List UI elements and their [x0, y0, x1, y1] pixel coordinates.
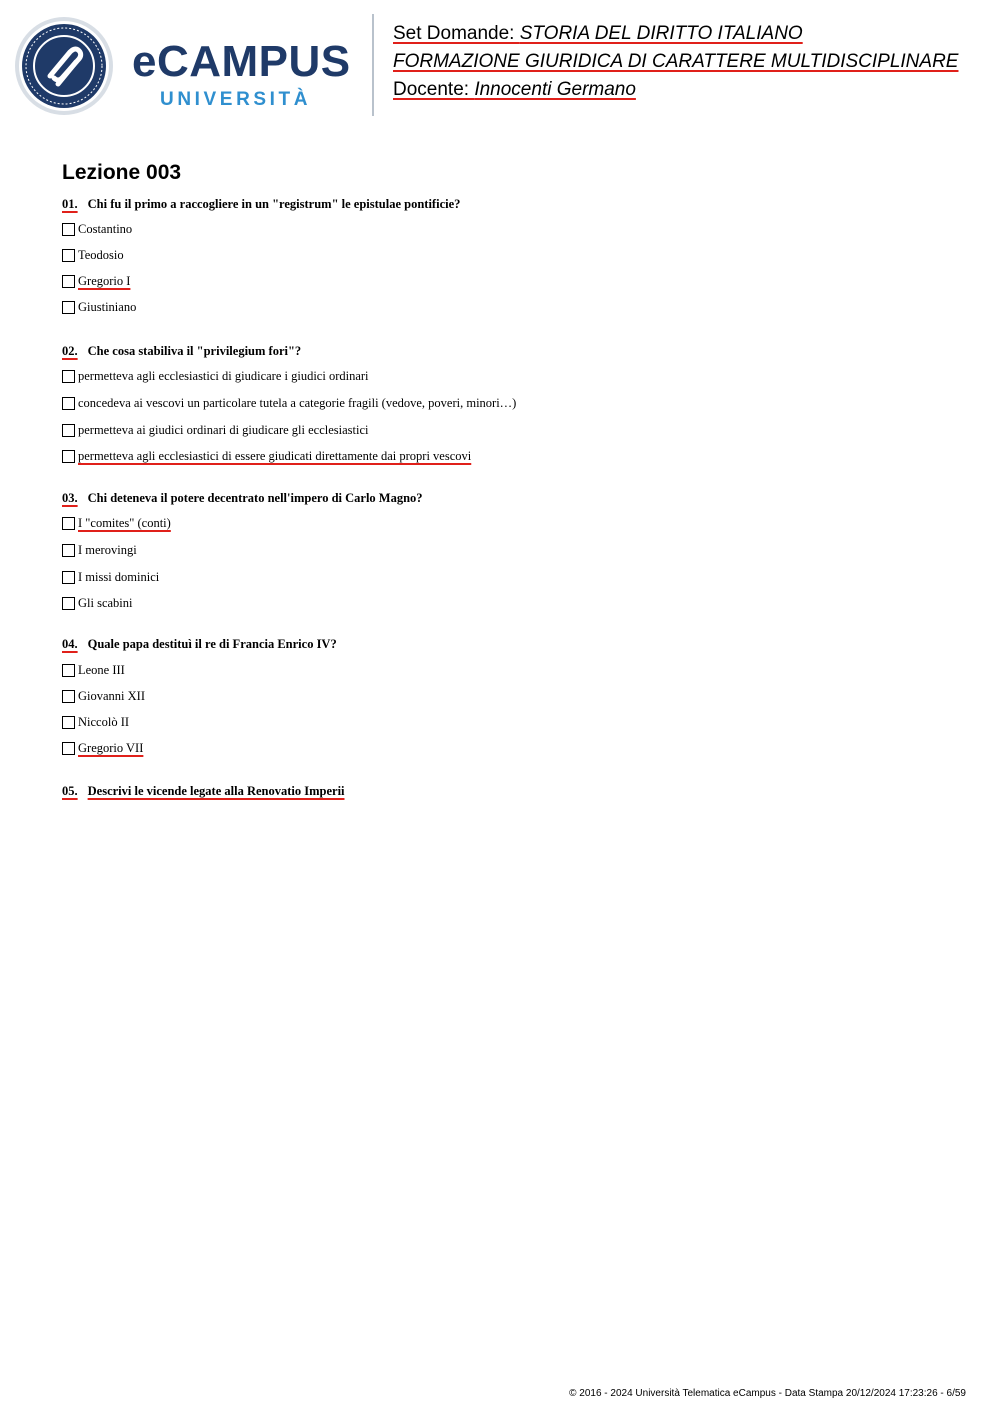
option-label: Costantino: [78, 222, 133, 237]
checkbox[interactable]: [62, 275, 75, 288]
page-footer: © 2016 - 2024 Università Telematica eCampus - Data Stampa 20/12/2024 17:23:26 - 6/59: [569, 1388, 966, 1399]
answer-option[interactable]: [62, 370, 369, 383]
logo-sub-text: UNIVERSITÀ: [160, 89, 312, 110]
option-label: permetteva agli ecclesiastici di giudicare i giudici ordinari: [78, 369, 369, 384]
answer-option[interactable]: [62, 397, 516, 410]
set-label: Set Domande:: [393, 23, 520, 44]
answer-option[interactable]: [62, 664, 125, 677]
answer-option[interactable]: [62, 301, 136, 314]
question-text: Quale papa destituì il re di Francia Enrico IV?: [87, 637, 337, 651]
option-label: Gregorio VII: [78, 741, 144, 756]
lesson-title: Lezione 003: [62, 161, 182, 184]
checkbox[interactable]: [62, 664, 75, 677]
answer-option[interactable]: [62, 742, 143, 755]
answer-option[interactable]: [62, 597, 133, 610]
logo-brand-text: eCAMPUS: [132, 37, 351, 86]
answer-option[interactable]: [62, 716, 129, 729]
option-label: permetteva agli ecclesiastici di essere giudicati direttamente dai propri vescovi: [78, 449, 472, 464]
answer-option[interactable]: [62, 544, 137, 557]
checkbox[interactable]: [62, 223, 75, 236]
option-label: Teodosio: [78, 248, 124, 263]
option-label: permetteva ai giudici ordinari di giudicare gli ecclesiastici: [78, 423, 369, 438]
question-05: [62, 785, 345, 798]
checkbox[interactable]: [62, 397, 75, 410]
question-text: Descrivi le vicende legate alla Renovatio Imperii: [87, 784, 345, 798]
option-label: Niccolò II: [78, 715, 130, 730]
option-label: Leone III: [78, 663, 125, 678]
checkbox[interactable]: [62, 301, 75, 314]
option-label: I missi dominici: [78, 570, 160, 585]
answer-option[interactable]: [62, 571, 159, 584]
checkbox[interactable]: [62, 571, 75, 584]
teacher-label: Docente:: [393, 79, 475, 100]
course-subtitle: FORMAZIONE GIURIDICA DI CARATTERE MULTIDISCIPLINARE: [393, 51, 959, 72]
checkbox[interactable]: [62, 517, 75, 530]
question-number: 02.: [62, 344, 78, 358]
question-number: 01.: [62, 197, 78, 211]
answer-option[interactable]: [62, 690, 145, 703]
checkbox[interactable]: [62, 544, 75, 557]
option-label: Giovanni XII: [78, 689, 145, 704]
question-number: 03.: [62, 491, 78, 505]
checkbox[interactable]: [62, 450, 75, 463]
checkbox[interactable]: [62, 716, 75, 729]
option-label: Gli scabini: [78, 596, 133, 611]
question-number: 04.: [62, 637, 78, 651]
option-label: I merovingi: [78, 543, 137, 558]
answer-option[interactable]: [62, 249, 124, 262]
checkbox[interactable]: [62, 742, 75, 755]
option-label: I "comites" (conti): [78, 516, 171, 531]
checkbox[interactable]: [62, 249, 75, 262]
answer-option[interactable]: [62, 450, 471, 463]
answer-option[interactable]: [62, 275, 130, 288]
set-line: [393, 24, 803, 43]
question-02: [62, 345, 301, 358]
question-text: Chi fu il primo a raccogliere in un "registrum" le epistulae pontificie?: [87, 197, 461, 211]
option-label: Giustiniano: [78, 300, 137, 315]
question-04: [62, 638, 337, 651]
teacher-value: Innocenti Germano: [474, 79, 636, 100]
question-03: [62, 492, 423, 505]
subtitle-line: [393, 52, 958, 71]
question-number: 05.: [62, 784, 78, 798]
answer-option[interactable]: [62, 517, 171, 530]
checkbox[interactable]: [62, 690, 75, 703]
teacher-line: [393, 80, 636, 99]
checkbox[interactable]: [62, 597, 75, 610]
answer-option[interactable]: [62, 424, 369, 437]
ecampus-seal-logo: [14, 16, 114, 116]
set-value: STORIA DEL DIRITTO ITALIANO: [519, 23, 803, 44]
question-text: Che cosa stabiliva il "privilegium fori"?: [87, 344, 302, 358]
question-text: Chi deteneva il potere decentrato nell'impero di Carlo Magno?: [87, 491, 423, 505]
checkbox[interactable]: [62, 424, 75, 437]
checkbox[interactable]: [62, 370, 75, 383]
header-divider: [372, 14, 374, 116]
option-label: Gregorio I: [78, 274, 131, 289]
question-01: [62, 198, 460, 211]
answer-option[interactable]: [62, 223, 132, 236]
option-label: concedeva ai vescovi un particolare tutela a categorie fragili (vedove, poveri, minori…): [78, 396, 517, 411]
